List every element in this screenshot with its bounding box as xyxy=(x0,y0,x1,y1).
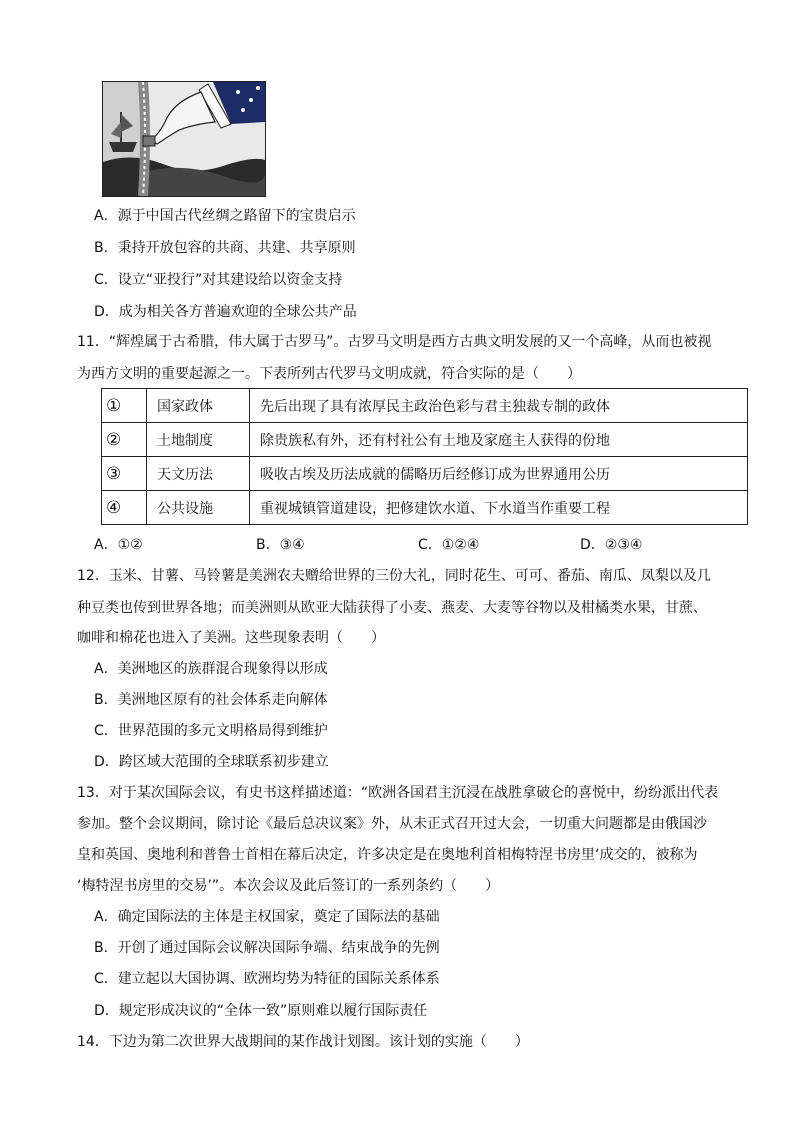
q12-text: 玉米、甘薯、马铃薯是美洲农夫赠给世界的三份大礼，同时花生、可可、番茄、南瓜、凤梨以及几 xyxy=(108,568,711,584)
q12-option-c: C．世界范围的多元文明格局得到维护 xyxy=(94,723,328,739)
q13-stem-line4: ‘梅特涅书房里的交易’”。本次会议及此后签订的一系列条约（ ） xyxy=(77,878,500,894)
q14-text: 下边为第二次世界大战期间的某作战计划图。该计划的实施（ ） xyxy=(108,1034,529,1050)
q13-text: 对于某次国际会议，有史书这样描述道：“欧洲各国君主沉浸在战胜拿破仑的喜悦中，纷纷派出代表 xyxy=(108,785,719,801)
q12-option-a: A．美洲地区的族群混合现象得以形成 xyxy=(94,661,328,677)
q12-number: 12． xyxy=(77,568,109,584)
q11-option-a: A．①② xyxy=(94,537,143,553)
q13-option-b: B．开创了通过国际会议解决国际争端、结束战争的先例 xyxy=(94,940,440,956)
q10-option-b: B．秉持开放包容的共商、共建、共享原则 xyxy=(94,240,356,256)
q11-option-b: B．③④ xyxy=(256,537,305,553)
q13-stem-line1 xyxy=(77,783,718,803)
q14-stem-line1 xyxy=(77,1032,529,1052)
table-row xyxy=(102,389,748,423)
table-cell-category: 公共设施 xyxy=(147,491,250,525)
q12-option-b: B．美洲地区原有的社会体系走向解体 xyxy=(94,692,328,708)
q13-stem-line3: 皇和英国、奥地利和普鲁士首相在幕后决定，许多决定是在奥地利首相梅特涅书房里‘成交的，被称为 xyxy=(77,847,698,863)
q10-option-a: A．源于中国古代丝绸之路留下的宝贵启示 xyxy=(94,208,356,224)
q12-stem-line1 xyxy=(77,566,711,586)
q13-option-d: D．规定形成决议的“全体一致”原则难以履行国际责任 xyxy=(94,1003,428,1019)
table-cell-category: 天文历法 xyxy=(147,457,250,491)
table-row xyxy=(102,423,748,457)
table-cell-category: 国家政体 xyxy=(147,389,250,423)
q10-option-d: D．成为相关各方普遍欢迎的全球公共产品 xyxy=(94,304,357,320)
q13-number: 13． xyxy=(77,785,109,801)
q11-text: “辉煌属于古希腊，伟大属于古罗马”。古罗马文明是西方古典文明发展的又一个高峰，从而也被视 xyxy=(108,334,712,350)
table-cell-category: 土地制度 xyxy=(147,423,250,457)
table-row xyxy=(102,457,748,491)
table-cell-content: 先后出现了具有浓厚民主政治色彩与君主独裁专制的政体 xyxy=(250,389,748,423)
q10-option-c: C．设立“亚投行”对其建设给以资金支持 xyxy=(94,272,343,288)
table-cell-id: ① xyxy=(102,389,147,423)
zipper-cartoon-image xyxy=(103,82,265,196)
q11-option-d: D．②③④ xyxy=(580,537,643,553)
table-cell-id: ④ xyxy=(102,491,147,525)
table-cell-id: ② xyxy=(102,423,147,457)
q11-number: 11． xyxy=(77,334,109,350)
q11-option-c: C．①②④ xyxy=(418,537,480,553)
cartoon-figure xyxy=(102,81,266,197)
table-cell-content: 除贵族私有外，还有村社公有土地及家庭主人获得的份地 xyxy=(250,423,748,457)
q12-stem-line2: 种豆类也传到世界各地；而美洲则从欧亚大陆获得了小麦、燕麦、大麦等谷物以及柑橘类水果，甘蔗、 xyxy=(77,600,707,616)
table-cell-content: 重视城镇管道建设，把修建饮水道、下水道当作重要工程 xyxy=(250,491,748,525)
q13-option-c: C．建立起以大国协调、欧洲均势为特征的国际关系体系 xyxy=(94,971,440,987)
q11-table xyxy=(101,388,748,525)
table-row xyxy=(102,491,748,525)
q12-stem-line3: 咖啡和棉花也进入了美洲。这些现象表明（ ） xyxy=(77,630,385,646)
q12-option-d: D．跨区域大范围的全球联系初步建立 xyxy=(94,754,329,770)
table-cell-content: 吸收古埃及历法成就的儒略历后经修订成为世界通用公历 xyxy=(250,457,748,491)
table-cell-id: ③ xyxy=(102,457,147,491)
q13-stem-line2: 参加。整个会议期间，除讨论《最后总决议案》外，从未正式召开过大会，一切重大问题都是由俄国沙 xyxy=(77,816,707,832)
q13-option-a: A．确定国际法的主体是主权国家，奠定了国际法的基础 xyxy=(94,909,440,925)
q11-stem-line1 xyxy=(77,332,711,352)
q14-number: 14． xyxy=(77,1034,109,1050)
q11-stem-line2: 为西方文明的重要起源之一。下表所列古代罗马文明成就，符合实际的是（ ） xyxy=(77,366,581,382)
